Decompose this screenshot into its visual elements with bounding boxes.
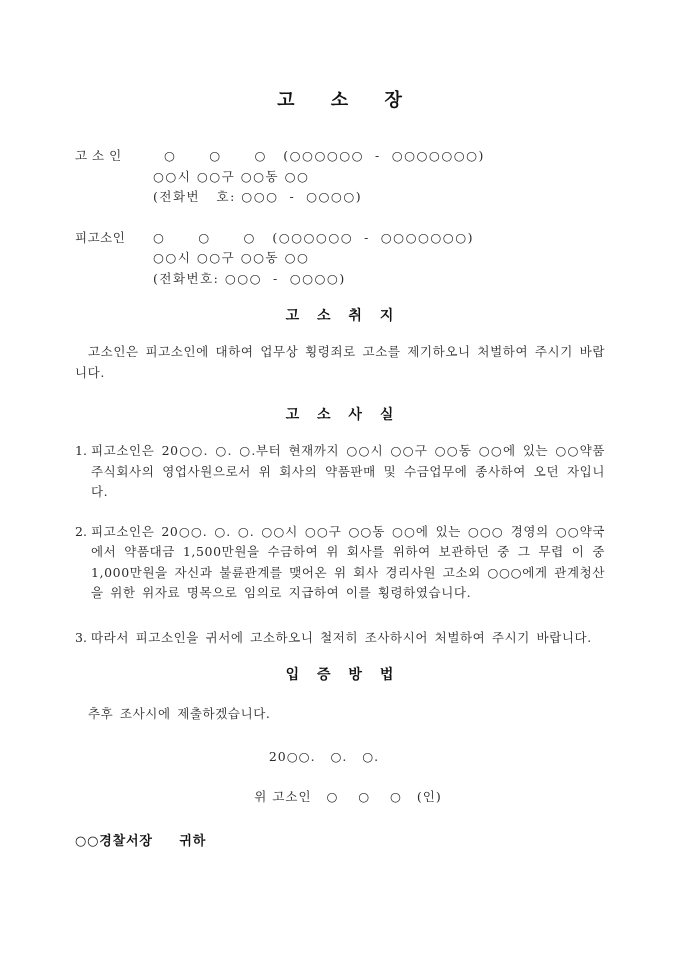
fact-item-3 (75, 628, 605, 649)
accused-phone: (전화번호: ○○○ - ○○○○) (153, 270, 346, 286)
accused-block (75, 228, 605, 290)
recipient-line: ○○경찰서장 귀하 (75, 833, 207, 849)
accused-label: 피고소인 (75, 229, 126, 245)
signer-line: 위 고소인 ○ ○ ○ (인) (254, 789, 442, 804)
accused-name: ○ ○ ○ (○○○○○○ - ○○○○○○○) (153, 229, 474, 245)
document-title: 고 소 장 (277, 90, 403, 111)
fact-number-1: 1. (75, 443, 87, 458)
fact-text-2: 피고소인은 20○○. ○. ○. ○○시 ○○구 ○○동 ○○에 있는 ○○○ 경영의 ○○약국에서 약품대금 1,500만원을 수금하여 위 회사를 위하여 보관하던 중 그 무렵 이 중 1,000만원을 자신과 불륜관계를 맺어온 위 회사 경리사원 고소외 ○○○에게 관계청산을 위한 위자료 명목으로 임의로 지급하여 이를 횡령하였습니다. (91, 523, 605, 600)
fact-item-2 (75, 522, 605, 604)
accused-address: ○○시 ○○구 ○○동 ○○ (153, 250, 310, 265)
section-heading-facts: 고 소 사 실 (285, 407, 395, 423)
complainant-row (75, 146, 605, 167)
fact-item-1 (75, 441, 605, 503)
complainant-name: ○ ○ ○ (○○○○○○ - ○○○○○○○) (153, 148, 485, 163)
purpose-paragraph: 고소인은 피고소인에 대하여 업무상 횡령죄로 고소를 제기하오니 처벌하여 주시기 바랍니다. (75, 344, 605, 380)
section-heading-evidence: 입 증 방 법 (285, 667, 395, 683)
complainant-block (75, 146, 605, 208)
complainant-phone: (전화번 호: ○○○ - ○○○○) (153, 189, 363, 204)
section-heading-purpose: 고 소 취 지 (285, 308, 395, 324)
fact-number-3: 3. (75, 629, 87, 645)
date-line: 20○○. ○. ○. (268, 748, 380, 764)
fact-text-3: 따라서 피고소인을 귀서에 고소하오니 철저히 조사하시어 처벌하여 주시기 바랍니다. (91, 629, 592, 645)
complainant-address: ○○시 ○○구 ○○동 ○○ (153, 168, 310, 184)
evidence-paragraph: 추후 조사시에 제출하겠습니다. (88, 706, 271, 721)
accused-row (75, 228, 605, 249)
fact-text-1: 피고소인은 20○○. ○. ○.부터 현재까지 ○○시 ○○구 ○○동 ○○에 있는 ○○약품 주식회사의 영업사원으로서 위 회사의 약품판매 및 수금업무에 종사하여 오던 자입니다. (91, 443, 605, 499)
complainant-label: 고 소 인 (75, 148, 122, 163)
fact-number-2: 2. (75, 523, 87, 539)
